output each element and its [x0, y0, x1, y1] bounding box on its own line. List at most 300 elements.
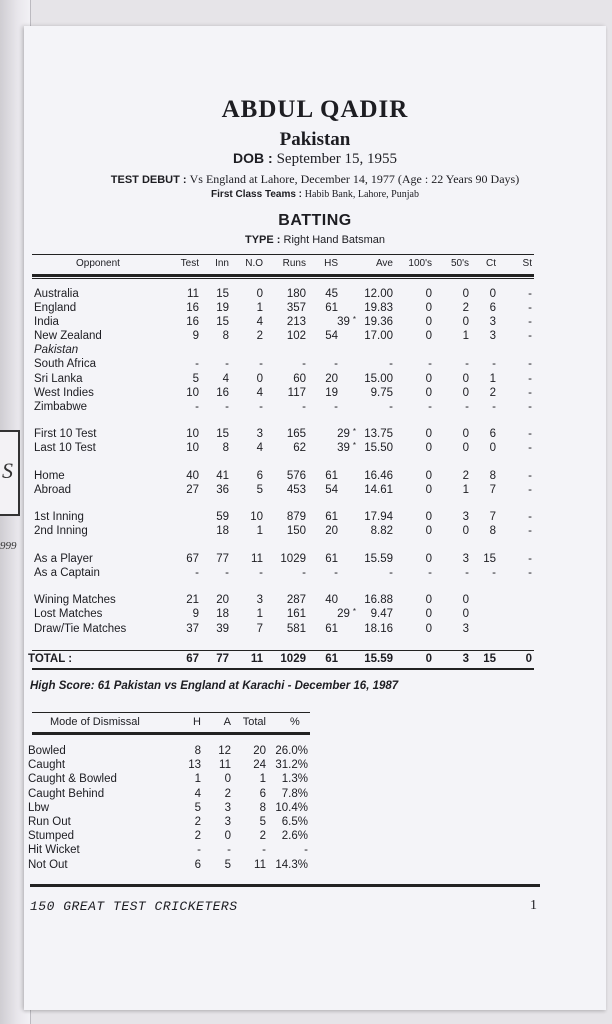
not-out-asterisk: * — [352, 607, 356, 616]
row-opponent: Last 10 Test — [34, 442, 96, 454]
row-cell-hs: 20 — [325, 525, 338, 537]
total-bottom-rule — [32, 668, 534, 670]
dob-label: DOB : — [233, 150, 273, 166]
high-score-text: 61 Pakistan vs England at Karachi - December 16, 1987 — [97, 680, 399, 692]
row-cell-ave: 14.61 — [364, 484, 393, 496]
row-cell-ct: 8 — [489, 470, 496, 482]
dismissal-mode: Run Out — [28, 816, 71, 828]
row-cell-inn: 15 — [216, 428, 229, 440]
row-cell-ave: 17.94 — [364, 511, 393, 523]
dismissal-cell-pct: 14.3% — [275, 858, 308, 871]
row-cell-no: 3 — [256, 428, 263, 440]
row-opponent: Draw/Tie Matches — [34, 623, 127, 635]
previous-page-tab-letter: S — [2, 458, 13, 483]
dismissal-row — [24, 859, 606, 874]
row-opponent: Abroad — [34, 484, 72, 496]
dismissal-mode: Caught Behind — [28, 787, 105, 800]
row-cell-st: - — [528, 401, 532, 413]
row-cell-ave: 15.59 — [364, 553, 393, 565]
row-cell-runs: 576 — [286, 470, 306, 482]
dismissal-row — [24, 759, 606, 774]
row-cell-runs: 60 — [293, 373, 306, 385]
dismissal-cell-a: 11 — [219, 759, 231, 772]
row-cell-100s: - — [428, 567, 432, 579]
dismissal-cell-pct: 10.4% — [275, 801, 308, 814]
row-cell-ct: 1 — [489, 373, 496, 385]
row-cell-no: 5 — [256, 484, 263, 496]
dismissal-cell-h: 8 — [194, 745, 201, 757]
debut-value: Vs England at Lahore, December 14, 1977 (Age : 22 Years 90 Days) — [189, 172, 520, 186]
dismissal-cell-a: 0 — [224, 773, 231, 786]
row-cell-hs: 61 — [325, 470, 338, 482]
row-cell-no: 2 — [256, 330, 263, 342]
row-cell-hs: 61 — [325, 511, 338, 523]
total-cell-50s: 3 — [462, 653, 469, 665]
row-cell-ct: 8 — [489, 525, 496, 537]
row-opponent: Zimbabwe — [34, 401, 88, 413]
dismissal-col-h: H — [193, 716, 201, 728]
dismissal-cell-total: 2 — [259, 830, 266, 843]
row-cell-ct: 6 — [489, 428, 496, 440]
row-cell-no: 0 — [256, 288, 263, 300]
row-cell-ave: 19.36 — [364, 316, 393, 328]
batting-heading: BATTING — [278, 212, 352, 229]
row-cell-ct: 3 — [489, 330, 496, 342]
row-cell-ct: 0 — [489, 442, 496, 454]
row-cell-ave: 9.47 — [370, 608, 393, 620]
row-cell-50s: 0 — [462, 594, 469, 606]
row-opponent: Pakistan — [34, 344, 79, 356]
row-cell-runs: - — [302, 358, 306, 370]
batting-row — [24, 442, 606, 457]
row-cell-runs: 453 — [286, 484, 306, 496]
dismissal-cell-h: - — [197, 844, 201, 857]
col-header-no: N.O — [245, 258, 263, 269]
row-cell-runs: 879 — [286, 511, 306, 523]
row-cell-100s: 0 — [425, 484, 432, 496]
dismissal-row — [24, 745, 606, 760]
row-cell-no: 3 — [256, 594, 263, 606]
batting-row — [24, 387, 606, 402]
row-cell-inn: 36 — [216, 484, 229, 496]
row-cell-ct: 2 — [489, 387, 496, 399]
dismissal-row — [24, 788, 606, 803]
not-out-asterisk: * — [352, 315, 356, 324]
row-cell-ave: 8.82 — [370, 525, 393, 537]
dismissal-cell-pct: 6.5% — [281, 816, 308, 828]
row-cell-runs: 161 — [286, 608, 306, 620]
row-cell-test: 67 — [186, 553, 199, 565]
col-header-opponent: Opponent — [76, 258, 120, 269]
row-cell-test: - — [195, 401, 199, 413]
batting-row — [24, 567, 606, 582]
row-cell-100s: 0 — [425, 525, 432, 537]
dismissal-mode: Lbw — [28, 801, 50, 814]
row-cell-inn: - — [225, 401, 229, 413]
row-cell-test: 16 — [186, 302, 199, 314]
dismissal-col-a: A — [223, 716, 231, 728]
batting-row — [24, 594, 606, 609]
row-cell-st: - — [528, 302, 532, 314]
row-cell-ct: 7 — [489, 484, 496, 496]
dismissal-cell-total: 24 — [253, 759, 266, 772]
row-cell-ave: 18.16 — [364, 623, 393, 635]
row-cell-test: 21 — [186, 594, 199, 606]
row-cell-100s: 0 — [425, 594, 432, 606]
row-cell-hs: 40 — [325, 594, 338, 606]
row-cell-ave: 12.00 — [364, 288, 393, 300]
batting-header-rule — [32, 274, 534, 277]
fct-value: Habib Bank, Lahore, Punjab — [304, 189, 419, 200]
row-cell-hs: 61 — [325, 302, 338, 314]
row-cell-inn: 15 — [216, 316, 229, 328]
total-cell-ct: 15 — [483, 653, 496, 665]
dismissal-row — [24, 844, 606, 859]
row-cell-100s: 0 — [425, 442, 432, 454]
batting-header-rule-thin — [32, 278, 534, 279]
row-cell-test: 16 — [186, 316, 199, 328]
type-label: TYPE : — [244, 234, 281, 246]
dismissal-cell-total: 6 — [259, 787, 266, 800]
row-cell-runs: 117 — [287, 387, 306, 399]
dismissal-mode: Not Out — [28, 858, 68, 871]
row-cell-hs: 54 — [325, 330, 338, 342]
row-cell-st: - — [528, 484, 532, 496]
dismissal-cell-pct: 26.0% — [275, 745, 308, 757]
row-cell-inn: 16 — [216, 387, 229, 399]
row-cell-ave: 17.00 — [364, 330, 393, 342]
row-cell-hs: 45 — [325, 288, 338, 300]
row-cell-50s: 3 — [462, 511, 469, 523]
row-cell-50s: 3 — [462, 553, 469, 565]
dismissal-cell-a: 5 — [224, 858, 231, 871]
row-cell-inn: 59 — [216, 511, 229, 523]
row-cell-no: 4 — [256, 442, 263, 454]
row-cell-ave: 13.75 — [364, 428, 393, 440]
col-header-50s: 50's — [450, 258, 469, 269]
col-header-hs: HS — [324, 258, 338, 269]
row-cell-no: 0 — [256, 373, 263, 385]
dismissal-cell-a: 3 — [224, 816, 231, 828]
row-cell-runs: - — [302, 401, 306, 413]
row-cell-100s: 0 — [425, 387, 432, 399]
dismissal-cell-pct: 31.2% — [275, 759, 308, 772]
row-cell-50s: 2 — [462, 302, 469, 314]
row-cell-inn: 77 — [216, 553, 229, 565]
total-top-rule — [32, 650, 534, 651]
row-cell-inn: 8 — [222, 330, 229, 342]
total-cell-inn: 77 — [216, 653, 229, 665]
row-cell-100s: 0 — [425, 373, 432, 385]
batting-row — [24, 608, 606, 623]
row-cell-50s: 0 — [462, 387, 469, 399]
dismissal-cell-h: 1 — [194, 773, 201, 786]
dismissal-cell-total: 20 — [253, 745, 266, 757]
row-cell-no: 10 — [250, 511, 263, 523]
row-cell-100s: 0 — [425, 330, 432, 342]
dismissal-cell-h: 5 — [194, 801, 201, 814]
row-cell-inn: 20 — [216, 594, 229, 606]
high-score — [30, 680, 398, 692]
row-cell-test: - — [195, 567, 199, 579]
book-title: 150 GREAT TEST CRICKETERS — [30, 899, 238, 914]
dismissal-cell-total: 1 — [259, 773, 266, 786]
row-cell-inn: - — [225, 358, 229, 370]
total-cell-hs: 61 — [325, 653, 338, 665]
batting-table-top-rule — [32, 254, 534, 255]
row-cell-50s: 0 — [462, 288, 469, 300]
row-cell-st: - — [528, 288, 532, 300]
row-cell-inn: - — [225, 567, 229, 579]
dismissal-cell-h: 2 — [194, 816, 201, 828]
total-label: TOTAL : — [28, 653, 73, 665]
row-opponent: First 10 Test — [34, 428, 97, 440]
row-cell-no: 1 — [256, 525, 263, 537]
row-cell-st: - — [528, 387, 532, 399]
total-cell-st: 0 — [525, 653, 532, 665]
row-cell-ave: 16.46 — [364, 470, 393, 482]
row-cell-runs: 581 — [286, 623, 306, 635]
row-cell-ave: - — [389, 401, 393, 413]
debut-label: TEST DEBUT : — [110, 174, 187, 186]
dismissal-row — [24, 830, 606, 845]
row-cell-test: 27 — [186, 484, 199, 496]
row-cell-50s: 0 — [462, 608, 469, 620]
dismissal-top-rule — [32, 712, 310, 713]
row-cell-no: - — [259, 401, 263, 413]
row-cell-100s: 0 — [425, 428, 432, 440]
dismissal-cell-a: 3 — [224, 801, 231, 814]
batting-row — [24, 401, 606, 416]
dob-value: September 15, 1955 — [276, 151, 397, 167]
total-cell-test: 67 — [186, 653, 199, 665]
row-cell-50s: - — [465, 358, 469, 370]
row-opponent: 1st Inning — [34, 511, 84, 523]
row-cell-50s: 0 — [462, 428, 469, 440]
batting-row — [24, 428, 606, 443]
batting-row — [24, 330, 606, 345]
row-opponent: 2nd Inning — [34, 525, 88, 537]
batting-row — [24, 358, 606, 373]
row-cell-st: - — [528, 358, 532, 370]
row-opponent: South Africa — [34, 358, 97, 370]
col-header-inn: Inn — [215, 258, 229, 269]
first-class-teams — [24, 189, 606, 200]
row-cell-100s: 0 — [425, 608, 432, 620]
total-cell-100s: 0 — [425, 653, 432, 665]
row-cell-50s: 0 — [462, 373, 469, 385]
row-cell-ct: 7 — [489, 511, 496, 523]
row-cell-runs: 287 — [286, 594, 306, 606]
row-cell-hs: 61 — [325, 623, 338, 635]
total-cell-runs: 1029 — [280, 653, 306, 665]
row-cell-st: - — [528, 428, 532, 440]
dismissal-col-total: Total — [242, 716, 266, 728]
row-cell-100s: 0 — [425, 511, 432, 523]
dismissal-cell-h: 6 — [194, 858, 201, 871]
row-cell-100s: 0 — [425, 470, 432, 482]
dismissal-cell-pct: - — [304, 844, 308, 857]
row-opponent: England — [34, 302, 77, 314]
row-cell-hs: 54 — [325, 484, 338, 496]
row-cell-test: 5 — [192, 373, 199, 385]
row-cell-inn: 41 — [216, 470, 229, 482]
row-cell-50s: 3 — [462, 623, 469, 635]
dismissal-cell-total: 5 — [259, 816, 266, 828]
batting-row — [24, 623, 606, 638]
hs-value: 39 — [337, 442, 350, 454]
hs-value: 29 — [337, 608, 350, 620]
row-cell-no: - — [259, 358, 263, 370]
col-header-test: Test — [180, 258, 199, 269]
batting-row — [24, 470, 606, 485]
row-cell-runs: 62 — [293, 442, 306, 454]
row-cell-ave: 15.00 — [364, 373, 393, 385]
dismissal-mode: Bowled — [28, 745, 66, 757]
dismissal-mode: Hit Wicket — [28, 844, 80, 857]
row-cell-no: 6 — [256, 470, 263, 482]
row-cell-ave: - — [389, 567, 393, 579]
row-cell-ct: 3 — [489, 316, 496, 328]
total-values — [24, 653, 606, 668]
row-cell-50s: 2 — [462, 470, 469, 482]
row-cell-ave: 9.75 — [370, 387, 393, 399]
row-cell-st: - — [528, 316, 532, 328]
row-cell-hs: - — [334, 358, 338, 370]
row-cell-hs: - — [334, 567, 338, 579]
col-header-100s: 100's — [408, 258, 432, 269]
row-cell-100s: 0 — [425, 316, 432, 328]
row-cell-st: - — [528, 553, 532, 565]
row-cell-inn: 39 — [216, 623, 229, 635]
row-opponent: Lost Matches — [34, 608, 103, 620]
row-cell-ct: - — [492, 567, 496, 579]
row-cell-50s: 1 — [462, 330, 469, 342]
dismissal-cell-a: - — [227, 844, 231, 857]
row-cell-100s: - — [428, 401, 432, 413]
dismissal-cell-h: 2 — [194, 830, 201, 843]
dismissal-cell-total: 8 — [259, 801, 266, 814]
batting-row — [24, 511, 606, 526]
fct-label: First Class Teams : — [211, 189, 303, 200]
dismissal-cell-total: - — [262, 844, 266, 857]
row-cell-100s: 0 — [425, 288, 432, 300]
dismissal-row — [24, 816, 606, 831]
row-cell-runs: 213 — [286, 316, 306, 328]
row-cell-100s: 0 — [425, 623, 432, 635]
player-dob — [24, 150, 606, 168]
row-cell-test: 9 — [192, 330, 199, 342]
footer-rule — [30, 884, 540, 887]
row-cell-no: 4 — [256, 316, 263, 328]
row-cell-runs: 180 — [286, 288, 306, 300]
row-cell-inn: 15 — [216, 288, 229, 300]
batting-type — [24, 234, 606, 246]
batting-row — [24, 288, 606, 303]
row-cell-st: - — [528, 567, 532, 579]
row-cell-inn: 4 — [222, 373, 229, 385]
row-cell-test: 10 — [186, 387, 199, 399]
row-cell-no: 7 — [256, 623, 263, 635]
row-cell-no: 4 — [256, 387, 263, 399]
hs-value: 39 — [337, 316, 350, 328]
row-cell-runs: 102 — [286, 330, 306, 342]
row-cell-runs: - — [302, 567, 306, 579]
row-opponent: Home — [34, 470, 65, 482]
row-cell-ave: 16.88 — [364, 594, 393, 606]
dismissal-cell-pct: 7.8% — [281, 787, 308, 800]
row-cell-100s: - — [428, 358, 432, 370]
batting-row — [24, 373, 606, 388]
row-opponent: Sri Lanka — [34, 373, 83, 385]
dismissal-row — [24, 773, 606, 788]
page-number: 1 — [530, 898, 537, 913]
row-cell-ave: 19.83 — [364, 302, 393, 314]
row-cell-test: 10 — [186, 428, 199, 440]
row-cell-st: - — [528, 442, 532, 454]
row-opponent: Australia — [34, 288, 79, 300]
col-header-runs: Runs — [282, 258, 306, 269]
row-cell-inn: 8 — [222, 442, 229, 454]
test-debut — [24, 172, 606, 187]
batting-row — [24, 484, 606, 499]
col-header-st: St — [522, 258, 532, 269]
row-cell-test: - — [195, 358, 199, 370]
row-cell-inn: 19 — [216, 302, 229, 314]
row-cell-ct: 0 — [489, 288, 496, 300]
row-cell-ave: - — [389, 358, 393, 370]
not-out-asterisk: * — [352, 427, 356, 436]
dismissal-row — [24, 802, 606, 817]
row-cell-runs: 1029 — [280, 553, 306, 565]
col-header-ave: Ave — [375, 258, 393, 269]
row-cell-ct: 6 — [489, 302, 496, 314]
row-cell-inn: 18 — [216, 525, 229, 537]
row-cell-st: - — [528, 511, 532, 523]
row-cell-ct: - — [492, 401, 496, 413]
row-opponent: As a Player — [34, 553, 93, 565]
row-cell-50s: 0 — [462, 316, 469, 328]
row-cell-runs: 357 — [286, 302, 306, 314]
row-cell-st: - — [528, 470, 532, 482]
dismissal-mode: Stumped — [28, 830, 75, 843]
row-cell-test: 10 — [186, 442, 199, 454]
row-cell-100s: 0 — [425, 302, 432, 314]
batting-row — [24, 302, 606, 317]
dismissal-cell-pct: 2.6% — [281, 830, 308, 843]
batting-row — [24, 316, 606, 331]
row-cell-runs: 150 — [286, 525, 306, 537]
dismissal-col-pct: % — [290, 716, 300, 728]
batting-row — [24, 344, 606, 359]
total-cell-ave: 15.59 — [364, 653, 393, 665]
previous-page-year-fragment: 999 — [0, 540, 17, 552]
row-opponent: As a Captain — [34, 567, 100, 579]
row-opponent: India — [34, 316, 59, 328]
row-cell-test: 9 — [192, 608, 199, 620]
hs-value: 29 — [337, 428, 350, 440]
row-cell-50s: - — [465, 401, 469, 413]
row-cell-st: - — [528, 373, 532, 385]
row-cell-inn: 18 — [216, 608, 229, 620]
player-country: Pakistan — [279, 129, 351, 150]
dismissal-cell-a: 0 — [224, 830, 231, 843]
total-cell-no: 11 — [250, 653, 263, 665]
row-cell-hs: - — [334, 401, 338, 413]
dismissal-cell-total: 11 — [254, 858, 266, 871]
row-cell-50s: - — [465, 567, 469, 579]
book-page — [24, 26, 606, 1010]
